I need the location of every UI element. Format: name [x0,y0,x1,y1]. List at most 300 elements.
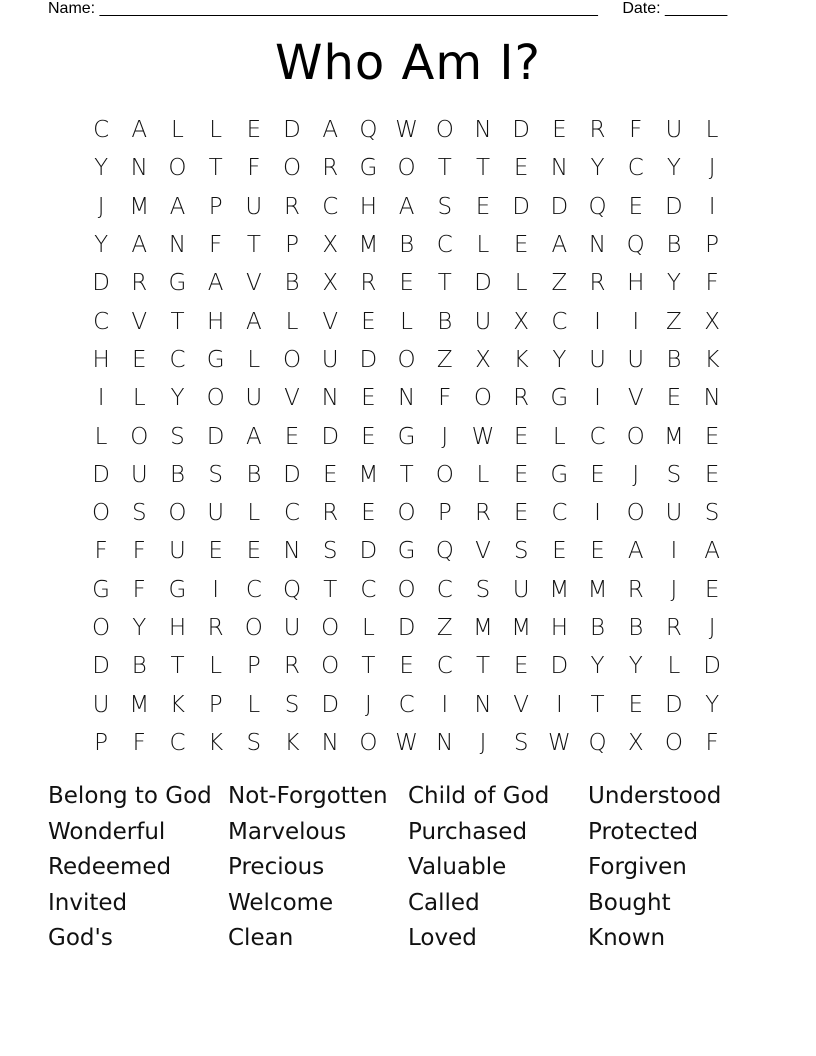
grid-letter: S [513,729,529,756]
grid-letter: Y [590,653,605,680]
grid-letter: E [513,155,529,182]
grid-letter: E [666,385,682,412]
grid-letter: D [703,653,721,680]
grid-letter: D [512,193,531,220]
grid-letter: C [169,729,186,756]
grid-letter: A [169,193,186,220]
grid-letter: B [284,270,300,297]
grid-letter: C [245,576,262,603]
grid-letter: J [670,576,678,603]
grid-letter: U [512,576,530,603]
grid-letter: T [361,653,376,680]
grid-letter: Y [705,691,720,718]
word-bank-item: Clean [228,925,294,951]
word-bank-item: Marvelous [228,818,347,845]
grid-letter: Y [170,385,185,412]
grid-letter: S [475,576,491,603]
grid-letter: I [632,308,640,335]
grid-letter: I [441,691,449,718]
grid-letter: F [132,576,146,603]
grid-letter: E [399,270,414,297]
word-bank-item: Wonderful [48,818,166,845]
grid-letter: P [285,232,299,259]
grid-letter: L [247,346,261,373]
grid-letter: X [475,346,491,373]
grid-letter: Q [435,538,454,565]
grid-letter: D [550,193,569,220]
word-bank-item: Understood [588,783,722,809]
grid-letter: R [322,500,339,527]
grid-letter: E [513,653,529,680]
grid-letter: D [665,691,683,718]
grid-letter: E [208,538,223,565]
word-bank-item: God's [48,925,113,951]
grid-letter: E [361,423,376,450]
grid-letter: Q [588,729,607,756]
grid-letter: F [247,155,261,182]
grid-letter: N [436,729,454,756]
grid-letter: O [397,500,416,527]
grid-letter: Y [132,615,147,641]
grid-letter: F [438,385,452,412]
grid-letter: L [361,615,375,641]
grid-letter: P [246,653,261,680]
grid-letter: Z [666,308,682,335]
grid-letter: G [397,423,416,450]
grid-letter: W [471,423,495,450]
grid-letter: C [169,346,186,373]
word-bank-item: Protected [588,818,699,845]
grid-letter: C [589,423,606,450]
grid-letter: Q [588,193,607,220]
grid-letter: G [92,576,110,603]
grid-letter: S [322,538,338,565]
grid-letter: R [589,270,606,297]
grid-letter: T [170,308,185,335]
grid-letter: Y [552,346,567,373]
grid-letter: I [97,385,105,412]
grid-letter: R [665,615,682,641]
grid-letter: O [168,500,187,527]
grid-letter: E [246,117,262,144]
letter-grid [82,111,731,762]
grid-letter: N [283,538,301,565]
grid-letter: N [321,385,339,412]
grid-letter: O [282,155,302,182]
grid-letter: I [555,691,563,718]
grid-letter: O [435,117,454,144]
grid-letter: X [627,729,644,756]
grid-letter: U [665,500,683,527]
grid-letter: F [629,117,643,144]
grid-letter: S [170,423,185,450]
grid-letter: X [322,232,339,259]
grid-letter: S [208,461,223,488]
grid-letter: E [513,500,529,527]
grid-letter: R [131,270,148,297]
grid-letter: M [511,615,532,641]
word-bank-item: Loved [408,925,477,951]
grid-letter: D [397,615,416,641]
grid-letter: T [475,653,490,680]
grid-letter: I [594,500,601,527]
grid-letter: V [475,538,491,565]
grid-letter: C [436,576,453,603]
grid-letter: E [628,691,643,718]
grid-letter: Z [436,346,453,373]
grid-letter: U [245,385,263,412]
grid-letter: A [245,308,262,335]
word-bank-item: Valuable [408,854,507,880]
grid-letter: D [321,423,340,450]
grid-letter: R [627,576,644,603]
grid-letter: X [704,308,720,335]
grid-letter: Z [551,270,568,297]
grid-letter: P [208,691,223,718]
grid-letter: V [284,385,300,412]
grid-letter: R [322,155,339,182]
grid-letter: G [168,270,187,297]
grid-letter: E [132,346,147,373]
grid-letter: M [358,461,379,488]
grid-letter: R [284,653,301,680]
grid-letter: E [552,538,567,565]
grid-letter: M [587,576,608,603]
grid-letter: K [704,346,720,373]
grid-letter: G [359,155,378,182]
grid-letter: N [321,729,339,756]
grid-letter: A [627,538,644,565]
grid-letter: Y [94,232,109,259]
grid-letter: E [704,461,720,488]
grid-letter: C [360,576,377,603]
grid-letter: U [92,691,110,718]
grid-letter: U [130,461,148,488]
grid-letter: V [627,385,644,412]
grid-letter: C [322,193,339,220]
grid-letter: S [437,193,453,220]
grid-letter: S [284,691,300,718]
grid-letter: F [132,729,146,756]
grid-letter: P [208,193,223,220]
grid-letter: I [594,308,601,335]
grid-letter: R [513,385,530,412]
word-bank-item: Bought [588,889,671,916]
grid-letter: G [206,346,225,373]
date-field-label: Date: _______ [622,0,728,17]
grid-letter: D [550,653,569,680]
grid-letter: D [283,117,301,144]
grid-letter: K [169,691,186,718]
grid-letter: O [92,615,111,641]
grid-letter: X [513,308,530,335]
grid-letter: L [552,423,566,450]
grid-letter: K [284,729,300,756]
grid-letter: N [397,385,416,412]
grid-letter: K [208,729,224,756]
grid-letter: E [513,232,529,259]
grid-letter: B [437,308,453,335]
grid-letter: D [92,270,110,297]
grid-letter: I [670,538,678,565]
grid-letter: J [708,615,716,641]
grid-letter: P [94,729,109,756]
grid-letter: C [551,500,568,527]
grid-letter: G [397,538,416,565]
page-title: Who Am I? [275,35,541,91]
grid-letter: A [704,538,720,565]
grid-letter: H [168,615,187,641]
word-bank-item: Redeemed [48,854,172,880]
grid-letter: N [168,232,187,259]
grid-letter: U [245,193,263,220]
grid-letter: D [92,653,110,680]
grid-letter: O [397,576,416,603]
grid-letter: C [284,500,301,527]
grid-letter: G [550,385,569,412]
grid-letter: E [399,653,414,680]
grid-letter: S [246,729,262,756]
grid-letter: O [626,500,645,527]
grid-letter: B [666,232,682,259]
grid-letter: E [704,576,720,603]
word-bank-item: Belong to God [48,783,212,809]
grid-letter: O [321,653,340,680]
grid-letter: I [708,193,716,220]
word-bank-item: Called [408,889,480,916]
grid-letter: G [550,461,569,488]
grid-letter: C [93,308,110,335]
grid-letter: L [209,653,223,680]
grid-letter: E [552,117,567,144]
grid-letter: U [665,117,683,144]
grid-letter: C [551,308,568,335]
grid-letter: S [704,500,720,527]
grid-letter: B [666,346,682,373]
grid-letter: U [627,346,645,373]
grid-letter: F [209,232,223,259]
grid-letter: A [322,117,339,144]
grid-letter: H [359,193,378,220]
grid-letter: C [436,653,453,680]
grid-letter: L [705,117,719,144]
grid-letter: L [247,691,261,718]
grid-letter: S [666,461,682,488]
grid-letter: Y [666,270,681,297]
grid-letter: O [282,346,302,373]
grid-letter: M [663,423,684,450]
grid-letter: B [628,615,644,641]
grid-letter: M [129,193,150,220]
word-bank-item: Known [588,925,666,951]
grid-letter: E [361,308,376,335]
grid-letter: L [94,423,108,450]
grid-letter: A [245,423,262,450]
grid-letter: P [705,232,720,259]
grid-letter: L [209,117,223,144]
grid-letter: J [708,155,716,182]
grid-letter: E [513,423,529,450]
grid-letter: O [359,729,378,756]
grid-letter: U [283,615,301,641]
grid-letter: E [590,461,605,488]
grid-letter: D [92,461,110,488]
grid-letter: E [513,461,529,488]
grid-letter: O [435,461,454,488]
grid-letter: T [475,155,490,182]
grid-letter: J [441,423,449,450]
grid-letter: K [513,346,529,373]
grid-letter: U [207,500,225,527]
word-bank-item: Child of God [408,783,550,809]
grid-letter: A [131,232,148,259]
grid-letter: F [132,538,146,565]
grid-letter: L [247,500,261,527]
grid-letter: M [129,691,150,718]
grid-letter: A [207,270,224,297]
grid-letter: Q [626,232,645,259]
grid-letter: F [705,270,719,297]
grid-letter: C [93,117,110,144]
grid-letter: D [206,423,225,450]
grid-letter: N [474,691,492,718]
grid-letter: M [549,576,570,603]
grid-letter: M [358,232,379,259]
grid-letter: L [476,461,490,488]
grid-letter: W [395,117,418,144]
grid-letter: E [246,538,262,565]
grid-letter: L [132,385,146,412]
grid-letter: P [437,500,452,527]
grid-letter: R [360,270,377,297]
grid-letter: S [513,538,529,565]
grid-letter: B [399,232,415,259]
grid-letter: T [437,155,452,182]
grid-letter: V [245,270,262,297]
grid-letter: O [244,615,263,641]
grid-letter: T [399,461,414,488]
grid-letter: R [207,615,224,641]
grid-letter: R [474,500,491,527]
grid-letter: V [322,308,339,335]
grid-letter: Q [359,117,378,144]
grid-letter: E [704,423,720,450]
grid-letter: T [437,270,452,297]
grid-letter: E [590,538,605,565]
word-bank-item: Purchased [408,818,528,845]
grid-letter: O [321,615,340,641]
grid-letter: M [473,615,493,641]
grid-letter: A [131,117,148,144]
grid-letter: E [361,385,376,412]
name-field-label: Name: ________________________________________________________ [48,0,598,17]
grid-letter: E [361,500,376,527]
grid-letter: X [322,270,339,297]
grid-letter: O [130,423,149,450]
grid-letter: O [92,500,111,527]
grid-letter: W [395,729,418,756]
grid-letter: L [285,308,299,335]
grid-letter: O [397,155,416,182]
grid-letter: B [590,615,606,641]
grid-letter: N [474,117,492,144]
grid-letter: V [513,691,530,718]
grid-letter: H [627,270,645,297]
grid-letter: L [514,270,528,297]
grid-letter: R [284,193,301,220]
grid-letter: G [168,576,187,603]
grid-letter: O [206,385,225,412]
worksheet-header [48,0,727,18]
grid-letter: I [212,576,220,603]
grid-letter: N [550,155,568,182]
grid-letter: J [365,691,372,718]
grid-letter: D [283,461,301,488]
grid-letter: B [131,653,147,680]
grid-letter: R [589,117,606,144]
grid-letter: Y [628,653,643,680]
grid-letter: A [551,232,568,259]
word-bank-item: Welcome [228,889,334,916]
word-bank-item: Not-Forgotten [228,783,388,809]
grid-letter: D [359,538,378,565]
grid-letter: T [323,576,338,603]
grid-letter: T [246,232,261,259]
grid-letter: A [398,193,415,220]
grid-letter: T [590,691,605,718]
grid-letter: W [547,729,571,756]
grid-letter: N [130,155,148,182]
grid-letter: D [321,691,340,718]
grid-letter: E [628,193,643,220]
grid-letter: O [168,155,187,182]
grid-letter: H [207,308,225,335]
word-bank-item: Invited [48,889,128,916]
grid-letter: T [208,155,223,182]
grid-letter: Q [282,576,302,603]
grid-letter: J [97,193,105,220]
grid-letter: F [705,729,719,756]
grid-letter: J [632,461,640,488]
grid-letter: Y [590,155,605,182]
grid-letter: C [436,232,453,259]
grid-letter: C [398,691,415,718]
grid-letter: V [131,308,148,335]
grid-letter: E [475,193,491,220]
grid-letter: T [170,653,185,680]
grid-letter: I [594,385,601,412]
grid-letter: E [322,461,338,488]
grid-letter: B [246,461,262,488]
grid-letter: S [131,500,147,527]
grid-letter: D [359,346,378,373]
grid-letter: U [169,538,186,565]
grid-letter: L [400,308,413,335]
word-bank [48,779,768,957]
grid-letter: D [474,270,492,297]
grid-letter: O [664,729,683,756]
grid-letter: H [92,346,110,373]
grid-letter: U [321,346,339,373]
grid-letter: O [397,346,416,373]
grid-letter: C [627,155,644,182]
grid-letter: D [665,193,683,220]
grid-letter: E [284,423,300,450]
grid-letter: Z [436,615,453,641]
grid-letter: O [626,423,645,450]
word-bank-item: Forgiven [588,854,687,880]
grid-letter: L [476,232,490,259]
